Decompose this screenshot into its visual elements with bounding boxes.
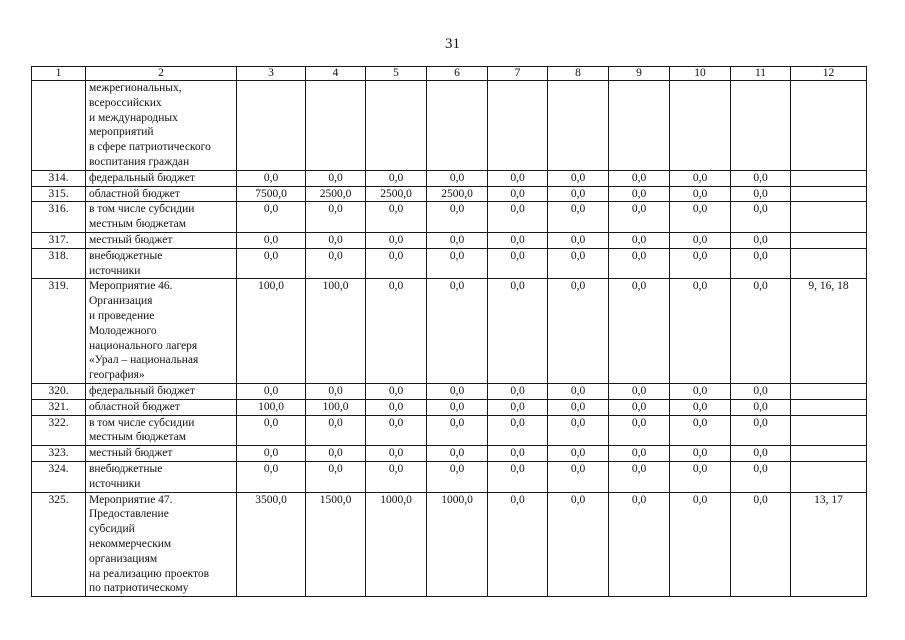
table-row bbox=[32, 446, 867, 462]
column-header: 2 bbox=[86, 67, 237, 81]
amount-cell: 0,0 bbox=[609, 232, 670, 248]
amount-cell: 0,0 bbox=[366, 232, 427, 248]
amount-cell: 0,0 bbox=[488, 383, 548, 399]
amount-cell: 100,0 bbox=[306, 399, 366, 415]
table-row bbox=[32, 492, 867, 597]
target-indicators-cell bbox=[791, 170, 867, 186]
amount-cell: 0,0 bbox=[609, 279, 670, 384]
amount-cell: 0,0 bbox=[548, 186, 609, 202]
amount-cell: 0,0 bbox=[237, 170, 306, 186]
amount-cell: 100,0 bbox=[306, 279, 366, 384]
amount-cell: 0,0 bbox=[609, 492, 670, 597]
amount-cell: 0,0 bbox=[366, 170, 427, 186]
amount-cell: 0,0 bbox=[427, 461, 488, 492]
amount-cell bbox=[548, 81, 609, 171]
target-indicators-cell bbox=[791, 186, 867, 202]
amount-cell: 0,0 bbox=[548, 461, 609, 492]
item-name-cell: местный бюджет bbox=[86, 446, 237, 462]
amount-cell: 0,0 bbox=[306, 248, 366, 279]
amount-cell bbox=[427, 81, 488, 171]
column-header: 10 bbox=[670, 67, 731, 81]
amount-cell bbox=[670, 81, 731, 171]
amount-cell: 0,0 bbox=[609, 461, 670, 492]
item-name-cell: областной бюджет bbox=[86, 399, 237, 415]
amount-cell: 0,0 bbox=[731, 248, 791, 279]
amount-cell: 1500,0 bbox=[306, 492, 366, 597]
target-indicators-cell bbox=[791, 383, 867, 399]
table-row bbox=[32, 232, 867, 248]
amount-cell: 0,0 bbox=[366, 446, 427, 462]
column-header: 1 bbox=[32, 67, 86, 81]
amount-cell: 0,0 bbox=[731, 446, 791, 462]
column-header: 3 bbox=[237, 67, 306, 81]
amount-cell: 0,0 bbox=[488, 170, 548, 186]
column-header: 8 bbox=[548, 67, 609, 81]
amount-cell: 0,0 bbox=[609, 446, 670, 462]
amount-cell bbox=[366, 81, 427, 171]
amount-cell: 0,0 bbox=[306, 170, 366, 186]
amount-cell: 0,0 bbox=[306, 202, 366, 233]
amount-cell: 0,0 bbox=[488, 232, 548, 248]
amount-cell: 0,0 bbox=[306, 415, 366, 446]
amount-cell: 0,0 bbox=[488, 492, 548, 597]
amount-cell: 0,0 bbox=[731, 202, 791, 233]
column-header: 9 bbox=[609, 67, 670, 81]
column-header: 12 bbox=[791, 67, 867, 81]
item-name-cell: Мероприятие 47. Предоставление субсидий некоммерческим организациям на реализацию проектов по патриотическому bbox=[86, 492, 237, 597]
item-name-cell: Мероприятие 46. Организация и проведение Молодежного национального лагеря «Урал – национальная география» bbox=[86, 279, 237, 384]
amount-cell: 0,0 bbox=[427, 279, 488, 384]
row-number-cell: 320. bbox=[32, 383, 86, 399]
row-number-cell: 319. bbox=[32, 279, 86, 384]
amount-cell: 0,0 bbox=[488, 461, 548, 492]
amount-cell: 0,0 bbox=[609, 415, 670, 446]
table-row bbox=[32, 383, 867, 399]
amount-cell: 0,0 bbox=[731, 415, 791, 446]
amount-cell: 0,0 bbox=[548, 202, 609, 233]
amount-cell: 7500,0 bbox=[237, 186, 306, 202]
amount-cell: 0,0 bbox=[427, 170, 488, 186]
item-name-cell: межрегиональных, всероссийских и международных мероприятий в сфере патриотического воспитания граждан bbox=[86, 81, 237, 171]
item-name-cell: федеральный бюджет bbox=[86, 170, 237, 186]
column-header: 6 bbox=[427, 67, 488, 81]
target-indicators-cell: 13, 17 bbox=[791, 492, 867, 597]
amount-cell: 0,0 bbox=[488, 186, 548, 202]
amount-cell: 0,0 bbox=[548, 399, 609, 415]
item-name-cell: в том числе субсидии местным бюджетам bbox=[86, 415, 237, 446]
amount-cell: 0,0 bbox=[609, 399, 670, 415]
amount-cell: 0,0 bbox=[731, 383, 791, 399]
amount-cell: 0,0 bbox=[609, 186, 670, 202]
amount-cell: 0,0 bbox=[670, 232, 731, 248]
amount-cell: 0,0 bbox=[670, 415, 731, 446]
amount-cell: 0,0 bbox=[237, 461, 306, 492]
amount-cell: 0,0 bbox=[609, 202, 670, 233]
amount-cell: 0,0 bbox=[548, 415, 609, 446]
amount-cell: 0,0 bbox=[488, 202, 548, 233]
amount-cell: 0,0 bbox=[670, 399, 731, 415]
amount-cell: 0,0 bbox=[670, 492, 731, 597]
amount-cell: 3500,0 bbox=[237, 492, 306, 597]
amount-cell: 0,0 bbox=[731, 186, 791, 202]
amount-cell: 0,0 bbox=[670, 248, 731, 279]
amount-cell bbox=[306, 81, 366, 171]
amount-cell: 0,0 bbox=[731, 492, 791, 597]
amount-cell: 0,0 bbox=[366, 279, 427, 384]
amount-cell: 2500,0 bbox=[306, 186, 366, 202]
row-number-cell: 323. bbox=[32, 446, 86, 462]
amount-cell bbox=[237, 81, 306, 171]
amount-cell: 0,0 bbox=[306, 461, 366, 492]
column-header: 11 bbox=[731, 67, 791, 81]
amount-cell: 0,0 bbox=[366, 383, 427, 399]
amount-cell: 0,0 bbox=[488, 446, 548, 462]
amount-cell: 0,0 bbox=[548, 279, 609, 384]
target-indicators-cell bbox=[791, 248, 867, 279]
amount-cell: 0,0 bbox=[548, 446, 609, 462]
target-indicators-cell bbox=[791, 232, 867, 248]
row-number-cell: 324. bbox=[32, 461, 86, 492]
column-header: 7 bbox=[488, 67, 548, 81]
amount-cell: 0,0 bbox=[366, 415, 427, 446]
amount-cell: 0,0 bbox=[731, 399, 791, 415]
amount-cell: 0,0 bbox=[237, 202, 306, 233]
amount-cell bbox=[609, 81, 670, 171]
table-header-row bbox=[32, 67, 867, 81]
row-number-cell: 322. bbox=[32, 415, 86, 446]
row-number-cell: 325. bbox=[32, 492, 86, 597]
amount-cell: 0,0 bbox=[427, 202, 488, 233]
amount-cell: 0,0 bbox=[488, 399, 548, 415]
amount-cell bbox=[488, 81, 548, 171]
amount-cell: 0,0 bbox=[306, 446, 366, 462]
budget-table bbox=[31, 66, 867, 597]
amount-cell: 0,0 bbox=[427, 399, 488, 415]
amount-cell: 0,0 bbox=[306, 232, 366, 248]
amount-cell: 0,0 bbox=[609, 248, 670, 279]
table-row bbox=[32, 461, 867, 492]
amount-cell: 0,0 bbox=[488, 415, 548, 446]
amount-cell: 0,0 bbox=[366, 399, 427, 415]
amount-cell: 0,0 bbox=[670, 170, 731, 186]
amount-cell: 0,0 bbox=[237, 446, 306, 462]
row-number-cell: 318. bbox=[32, 248, 86, 279]
target-indicators-cell bbox=[791, 446, 867, 462]
table-row bbox=[32, 202, 867, 233]
table-row bbox=[32, 186, 867, 202]
amount-cell: 0,0 bbox=[366, 461, 427, 492]
amount-cell: 0,0 bbox=[731, 461, 791, 492]
item-name-cell: областной бюджет bbox=[86, 186, 237, 202]
amount-cell: 100,0 bbox=[237, 279, 306, 384]
amount-cell: 0,0 bbox=[427, 232, 488, 248]
item-name-cell: федеральный бюджет bbox=[86, 383, 237, 399]
table-row bbox=[32, 248, 867, 279]
amount-cell: 0,0 bbox=[548, 248, 609, 279]
target-indicators-cell bbox=[791, 399, 867, 415]
row-number-cell: 317. bbox=[32, 232, 86, 248]
amount-cell: 0,0 bbox=[609, 383, 670, 399]
table-row bbox=[32, 279, 867, 384]
item-name-cell: внебюджетные источники bbox=[86, 461, 237, 492]
amount-cell: 0,0 bbox=[731, 170, 791, 186]
amount-cell: 0,0 bbox=[548, 492, 609, 597]
amount-cell: 0,0 bbox=[237, 415, 306, 446]
target-indicators-cell bbox=[791, 415, 867, 446]
amount-cell: 0,0 bbox=[427, 446, 488, 462]
amount-cell: 0,0 bbox=[427, 383, 488, 399]
amount-cell: 0,0 bbox=[670, 202, 731, 233]
amount-cell: 0,0 bbox=[237, 248, 306, 279]
amount-cell: 0,0 bbox=[670, 279, 731, 384]
amount-cell: 0,0 bbox=[670, 461, 731, 492]
amount-cell: 0,0 bbox=[427, 248, 488, 279]
amount-cell: 0,0 bbox=[488, 248, 548, 279]
table-row bbox=[32, 399, 867, 415]
amount-cell: 0,0 bbox=[237, 232, 306, 248]
amount-cell: 0,0 bbox=[488, 279, 548, 384]
row-number-cell: 321. bbox=[32, 399, 86, 415]
table-row bbox=[32, 81, 867, 171]
table-body bbox=[32, 81, 867, 597]
amount-cell: 0,0 bbox=[306, 383, 366, 399]
row-number-cell: 314. bbox=[32, 170, 86, 186]
amount-cell: 0,0 bbox=[670, 446, 731, 462]
amount-cell: 2500,0 bbox=[427, 186, 488, 202]
amount-cell: 0,0 bbox=[609, 170, 670, 186]
amount-cell: 0,0 bbox=[237, 383, 306, 399]
amount-cell: 0,0 bbox=[548, 383, 609, 399]
row-number-cell: 315. bbox=[32, 186, 86, 202]
amount-cell: 0,0 bbox=[366, 248, 427, 279]
amount-cell: 0,0 bbox=[548, 232, 609, 248]
amount-cell: 0,0 bbox=[548, 170, 609, 186]
page-number: 31 bbox=[445, 36, 460, 52]
table-row bbox=[32, 415, 867, 446]
item-name-cell: в том числе субсидии местным бюджетам bbox=[86, 202, 237, 233]
item-name-cell: внебюджетные источники bbox=[86, 248, 237, 279]
column-header: 4 bbox=[306, 67, 366, 81]
amount-cell: 100,0 bbox=[237, 399, 306, 415]
amount-cell: 0,0 bbox=[670, 186, 731, 202]
amount-cell: 0,0 bbox=[731, 232, 791, 248]
amount-cell: 0,0 bbox=[731, 279, 791, 384]
target-indicators-cell bbox=[791, 202, 867, 233]
amount-cell bbox=[731, 81, 791, 171]
target-indicators-cell bbox=[791, 81, 867, 171]
amount-cell: 2500,0 bbox=[366, 186, 427, 202]
target-indicators-cell bbox=[791, 461, 867, 492]
amount-cell: 0,0 bbox=[670, 383, 731, 399]
row-number-cell bbox=[32, 81, 86, 171]
column-header: 5 bbox=[366, 67, 427, 81]
amount-cell: 1000,0 bbox=[366, 492, 427, 597]
table-row bbox=[32, 170, 867, 186]
amount-cell: 0,0 bbox=[366, 202, 427, 233]
target-indicators-cell: 9, 16, 18 bbox=[791, 279, 867, 384]
amount-cell: 0,0 bbox=[427, 415, 488, 446]
item-name-cell: местный бюджет bbox=[86, 232, 237, 248]
row-number-cell: 316. bbox=[32, 202, 86, 233]
amount-cell: 1000,0 bbox=[427, 492, 488, 597]
